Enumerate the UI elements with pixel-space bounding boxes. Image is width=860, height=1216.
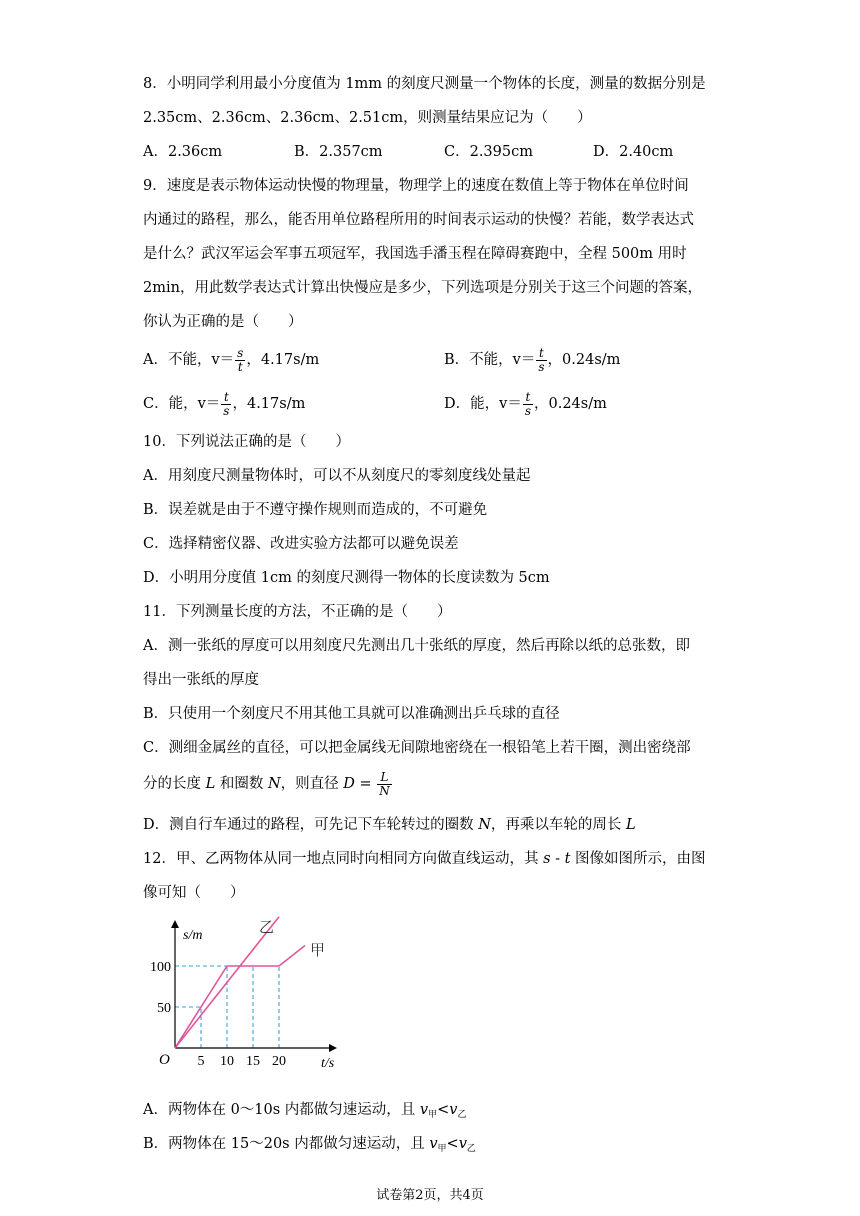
q9-line-4: 2min，用此数学表达式计算出快慢应是多少，下列选项是分别关于这三个问题的答案， <box>143 280 702 296</box>
diameter-fraction: $\frac{L}{N}$ <box>379 769 390 798</box>
q9-option-a: A．不能，v＝ $\frac{s}{t}$ ，4.17s/m <box>143 345 320 374</box>
dashed-guides <box>175 966 279 1048</box>
x-tick-label: 10 <box>220 1054 234 1069</box>
y-tick-label: 100 <box>150 960 171 975</box>
fraction: $\frac{t}{s}$ <box>524 389 531 418</box>
q10-option-b: B．误差就是由于不遵守操作规则而造成的，不可避免 <box>143 502 488 518</box>
q8-line-1: 8．小明同学利用最小分度值为 1mm 的刻度尺测量一个物体的长度，测量的数据分别是 <box>143 76 706 92</box>
q11-option-a-line-2: 得出一张纸的厚度 <box>143 672 259 688</box>
fraction: $\frac{t}{s}$ <box>538 345 545 374</box>
q8-option-d: D．2.40cm <box>593 144 674 160</box>
q8-option-c: C．2.395cm <box>444 144 533 160</box>
q10-option-a: A．用刻度尺测量物体时，可以不从刻度尺的零刻度线处量起 <box>143 468 531 484</box>
x-tick-label: 5 <box>197 1054 205 1069</box>
line-label-yi: 乙 <box>259 920 275 936</box>
fraction: $\frac{s}{t}$ <box>237 345 244 374</box>
q11-option-b: B．只使用一个刻度尺不用其他工具就可以准确测出乒乓球的直径 <box>143 706 560 722</box>
q12-stem-line-1: 12．甲、乙两物体从同一地点同时向相同方向做直线运动，其 s - t 图像如图所示，由图 <box>143 851 706 867</box>
tick-labels <box>150 960 286 1069</box>
q12-option-a: A．两物体在 0～10s 内都做匀速运动，且 $v_甲<v_乙$ <box>143 1102 467 1120</box>
q9-option-b: B．不能，v＝ $\frac{t}{s}$ ，0.24s/m <box>444 345 621 374</box>
series-line-jia <box>175 946 305 1049</box>
y-axis-label: s/m <box>183 928 203 943</box>
q11-option-c-line-1: C．测细金属丝的直径，可以把金属线无间隙地密绕在一根铅笔上若干圈，测出密绕部 <box>143 740 691 756</box>
line-label-jia: 甲 <box>310 943 326 959</box>
q11-option-c-line-2: 分的长度 L 和圈数 N，则直径 D = $\frac{L}{N}$ <box>143 769 390 798</box>
q8-options <box>143 142 703 162</box>
q9-line-3: 是什么？武汉军运会军事五项冠军，我国选手潘玉程在障碍赛跑中，全程 500m 用时 <box>143 246 687 262</box>
st-graph <box>150 910 355 1071</box>
x-tick-label: 15 <box>246 1054 260 1069</box>
q8-option-b: B．2.357cm <box>294 144 383 160</box>
q8-line-2: 2.35cm、2.36cm、2.36cm、2.51cm，则测量结果应记为（ ） <box>143 110 592 126</box>
q9-option-d: D．能，v＝ $\frac{t}{s}$ ，0.24s/m <box>444 389 607 418</box>
page-footer: 试卷第2页，共4页 <box>376 1188 484 1203</box>
q12-option-b: B．两物体在 15～20s 内都做匀速运动，且 $v_甲<v_乙$ <box>143 1136 476 1154</box>
q12-stem-line-2: 像可知（ ） <box>143 885 245 901</box>
q9-line-2: 内通过的路程，那么，能否用单位路程所用的时间表示运动的快慢？若能，数学表达式 <box>143 212 694 228</box>
q10-option-d: D．小明用分度值 1cm 的刻度尺测得一物体的长度读数为 5cm <box>143 570 550 586</box>
q11-option-a-line-1: A．测一张纸的厚度可以用刻度尺先测出几十张纸的厚度，然后再除以纸的总张数，即 <box>143 638 690 654</box>
q9-option-c: C．能，v＝ $\frac{t}{s}$ ，4.17s/m <box>143 389 306 418</box>
q11-stem: 11．下列测量长度的方法，不正确的是（ ） <box>143 604 452 620</box>
q10-stem: 10．下列说法正确的是（ ） <box>143 434 350 450</box>
fraction: $\frac{t}{s}$ <box>223 389 230 418</box>
q11-option-d: D．测自行车通过的路程，可先记下车轮转过的圈数 N，再乘以车轮的周长 L <box>143 817 636 833</box>
q10-option-c: C．选择精密仪器、改进实验方法都可以避免误差 <box>143 536 459 552</box>
origin-label: O <box>159 1052 170 1068</box>
y-tick-label: 50 <box>157 1001 171 1016</box>
x-axis-label: t/s <box>321 1056 335 1071</box>
q8-option-a: A．2.36cm <box>143 144 223 160</box>
q9-line-5: 你认为正确的是（ ） <box>143 314 303 330</box>
x-tick-label: 20 <box>272 1054 286 1069</box>
q9-line-1: 9．速度是表示物体运动快慢的物理量，物理学上的速度在数值上等于物体在单位时间 <box>143 178 689 194</box>
